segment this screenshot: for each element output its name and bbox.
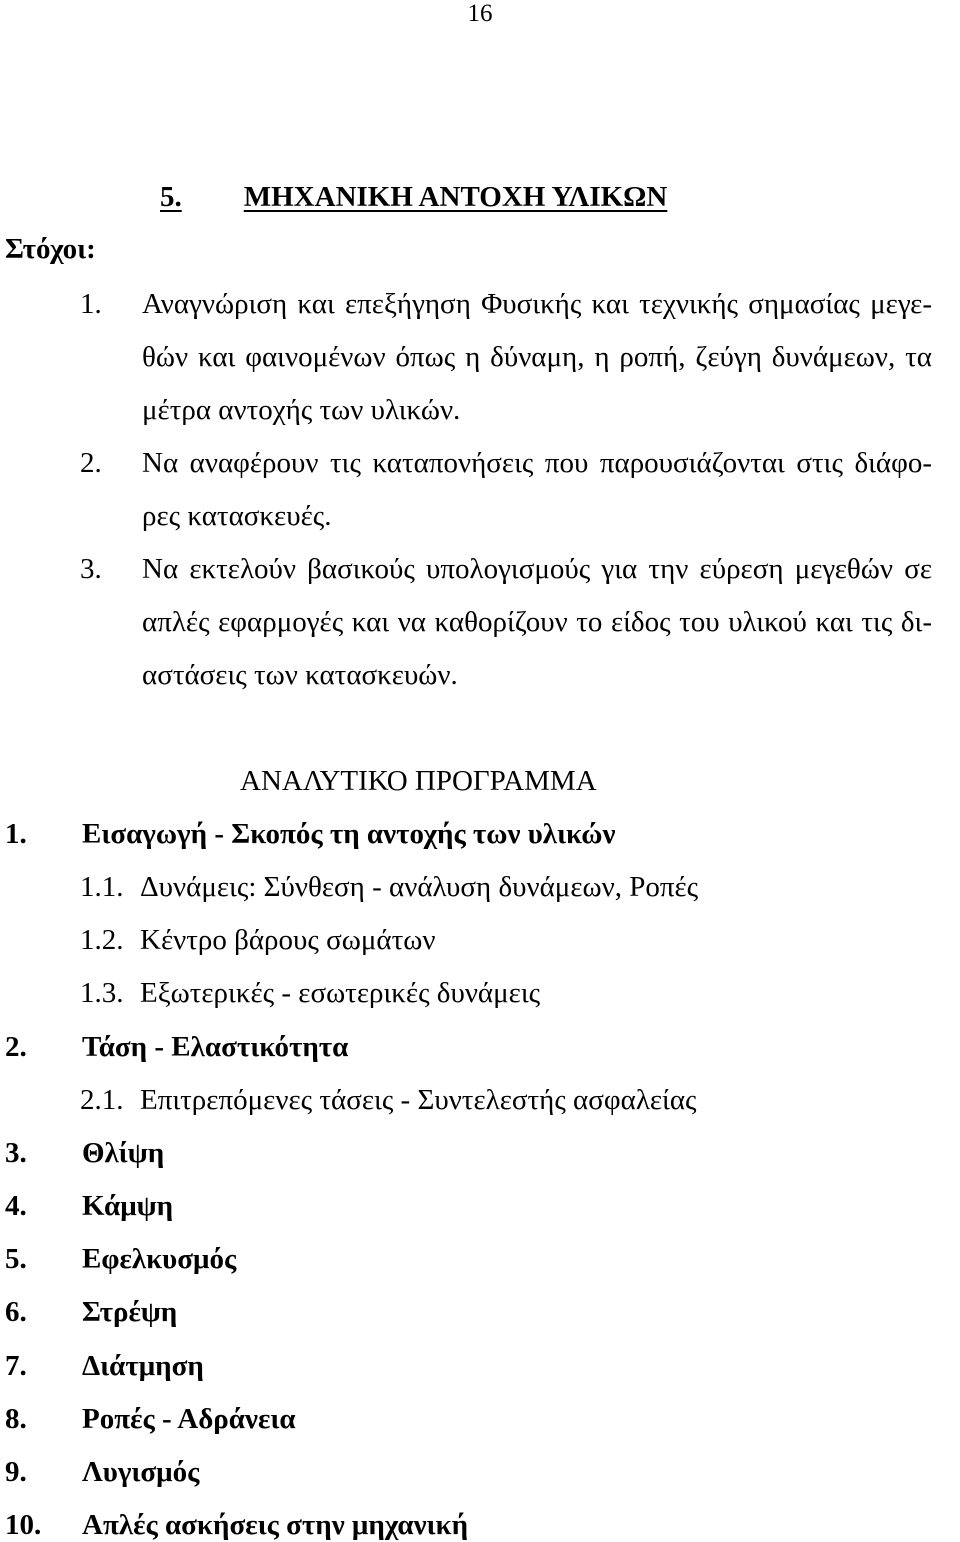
program-subitem-number: 2.1. bbox=[80, 1084, 124, 1116]
chapter-heading bbox=[160, 180, 667, 214]
objective-line: αστάσεις των κατασκευών. bbox=[142, 659, 458, 691]
program-subitem-number: 1.1. bbox=[80, 871, 124, 903]
objective-line: Να αναφέρουν τις καταπονήσεις που παρουσιάζονται στις διάφο- bbox=[142, 447, 932, 479]
objective-number: 3. bbox=[80, 553, 102, 585]
goals-heading: Στόχοι: bbox=[5, 233, 96, 265]
program-item bbox=[5, 817, 615, 851]
program-subitem-title: Επιτρεπόμενες τάσεις - Συντελεστής ασφαλείας bbox=[140, 1084, 697, 1116]
program-subitem-number: 1.3. bbox=[80, 977, 124, 1009]
program-item bbox=[5, 1402, 296, 1436]
program-item-number: 8. bbox=[5, 1403, 27, 1435]
program-item bbox=[5, 1295, 177, 1329]
objective-line: Να εκτελούν βασικούς υπολογισμούς για την εύρεση μεγεθών σε bbox=[142, 553, 932, 585]
objective-line: μέτρα αντοχής των υλικών. bbox=[142, 394, 461, 426]
program-subitem-title: Εξωτερικές - εσωτερικές δυνάμεις bbox=[140, 977, 541, 1009]
program-item-title: Εφελκυσμός bbox=[82, 1243, 237, 1275]
chapter-number: 5. bbox=[160, 181, 182, 213]
objective-line: απλές εφαρμογές και να καθορίζουν το είδος του υλικού και τις δι- bbox=[142, 606, 932, 638]
chapter-title: ΜΗΧΑΝΙΚΗ ΑΝΤΟΧΗ ΥΛΙΚΩΝ bbox=[243, 181, 668, 213]
program-subitem bbox=[80, 976, 540, 1010]
program-item-title: Ροπές - Αδράνεια bbox=[82, 1403, 296, 1435]
program-item bbox=[5, 1242, 236, 1276]
objective-number: 2. bbox=[80, 447, 102, 479]
program-item-title: Κάμψη bbox=[82, 1190, 174, 1222]
program-item-title: Τάση - Ελαστικότητα bbox=[82, 1031, 349, 1063]
program-item bbox=[5, 1455, 199, 1489]
program-item-title: Απλές ασκήσεις στην μηχανική bbox=[82, 1509, 469, 1541]
objective-number: 1. bbox=[80, 288, 102, 320]
program-heading: ΑΝΑΛΥΤΙΚΟ ΠΡΟΓΡΑΜΜΑ bbox=[240, 765, 597, 797]
program-subitem-title: Δυνάμεις: Σύνθεση - ανάλυση δυνάμεων, Ροπές bbox=[140, 871, 699, 903]
program-item-number: 7. bbox=[5, 1350, 27, 1382]
program-item-number: 4. bbox=[5, 1190, 27, 1222]
program-item-number: 6. bbox=[5, 1296, 27, 1328]
program-item bbox=[5, 1136, 164, 1170]
objective-line: Αναγνώριση και επεξήγηση Φυσικής και τεχνικής σημασίας μεγε- bbox=[142, 288, 932, 320]
program-item-number: 5. bbox=[5, 1243, 27, 1275]
objective-line: ρες κατασκευές. bbox=[142, 500, 332, 532]
program-item-number: 1. bbox=[5, 818, 27, 850]
program-item-number: 3. bbox=[5, 1137, 27, 1169]
program-subitem-number: 1.2. bbox=[80, 924, 124, 956]
page-number: 16 bbox=[467, 0, 493, 27]
program-item-title: Θλίψη bbox=[82, 1137, 165, 1169]
program-item-number: 9. bbox=[5, 1456, 27, 1488]
program-item bbox=[5, 1030, 348, 1064]
program-item bbox=[5, 1189, 173, 1223]
program-item-title: Λυγισμός bbox=[82, 1456, 200, 1488]
program-subitem bbox=[80, 870, 698, 904]
program-item bbox=[5, 1349, 204, 1383]
objective-line: θών και φαινομένων όπως η δύναμη, η ροπή, ζεύγη δυνάμεων, τα bbox=[142, 341, 932, 373]
program-item-title: Στρέψη bbox=[82, 1296, 178, 1328]
program-item bbox=[5, 1508, 468, 1542]
program-subitem-title: Κέντρο βάρους σωμάτων bbox=[140, 924, 436, 956]
program-item-number: 2. bbox=[5, 1031, 27, 1063]
program-item-number: 10. bbox=[5, 1509, 42, 1541]
program-subitem bbox=[80, 1083, 697, 1117]
program-item-title: Διάτμηση bbox=[82, 1350, 204, 1382]
program-subitem bbox=[80, 923, 435, 957]
program-item-title: Εισαγωγή - Σκοπός τη αντοχής των υλικών bbox=[82, 818, 616, 850]
